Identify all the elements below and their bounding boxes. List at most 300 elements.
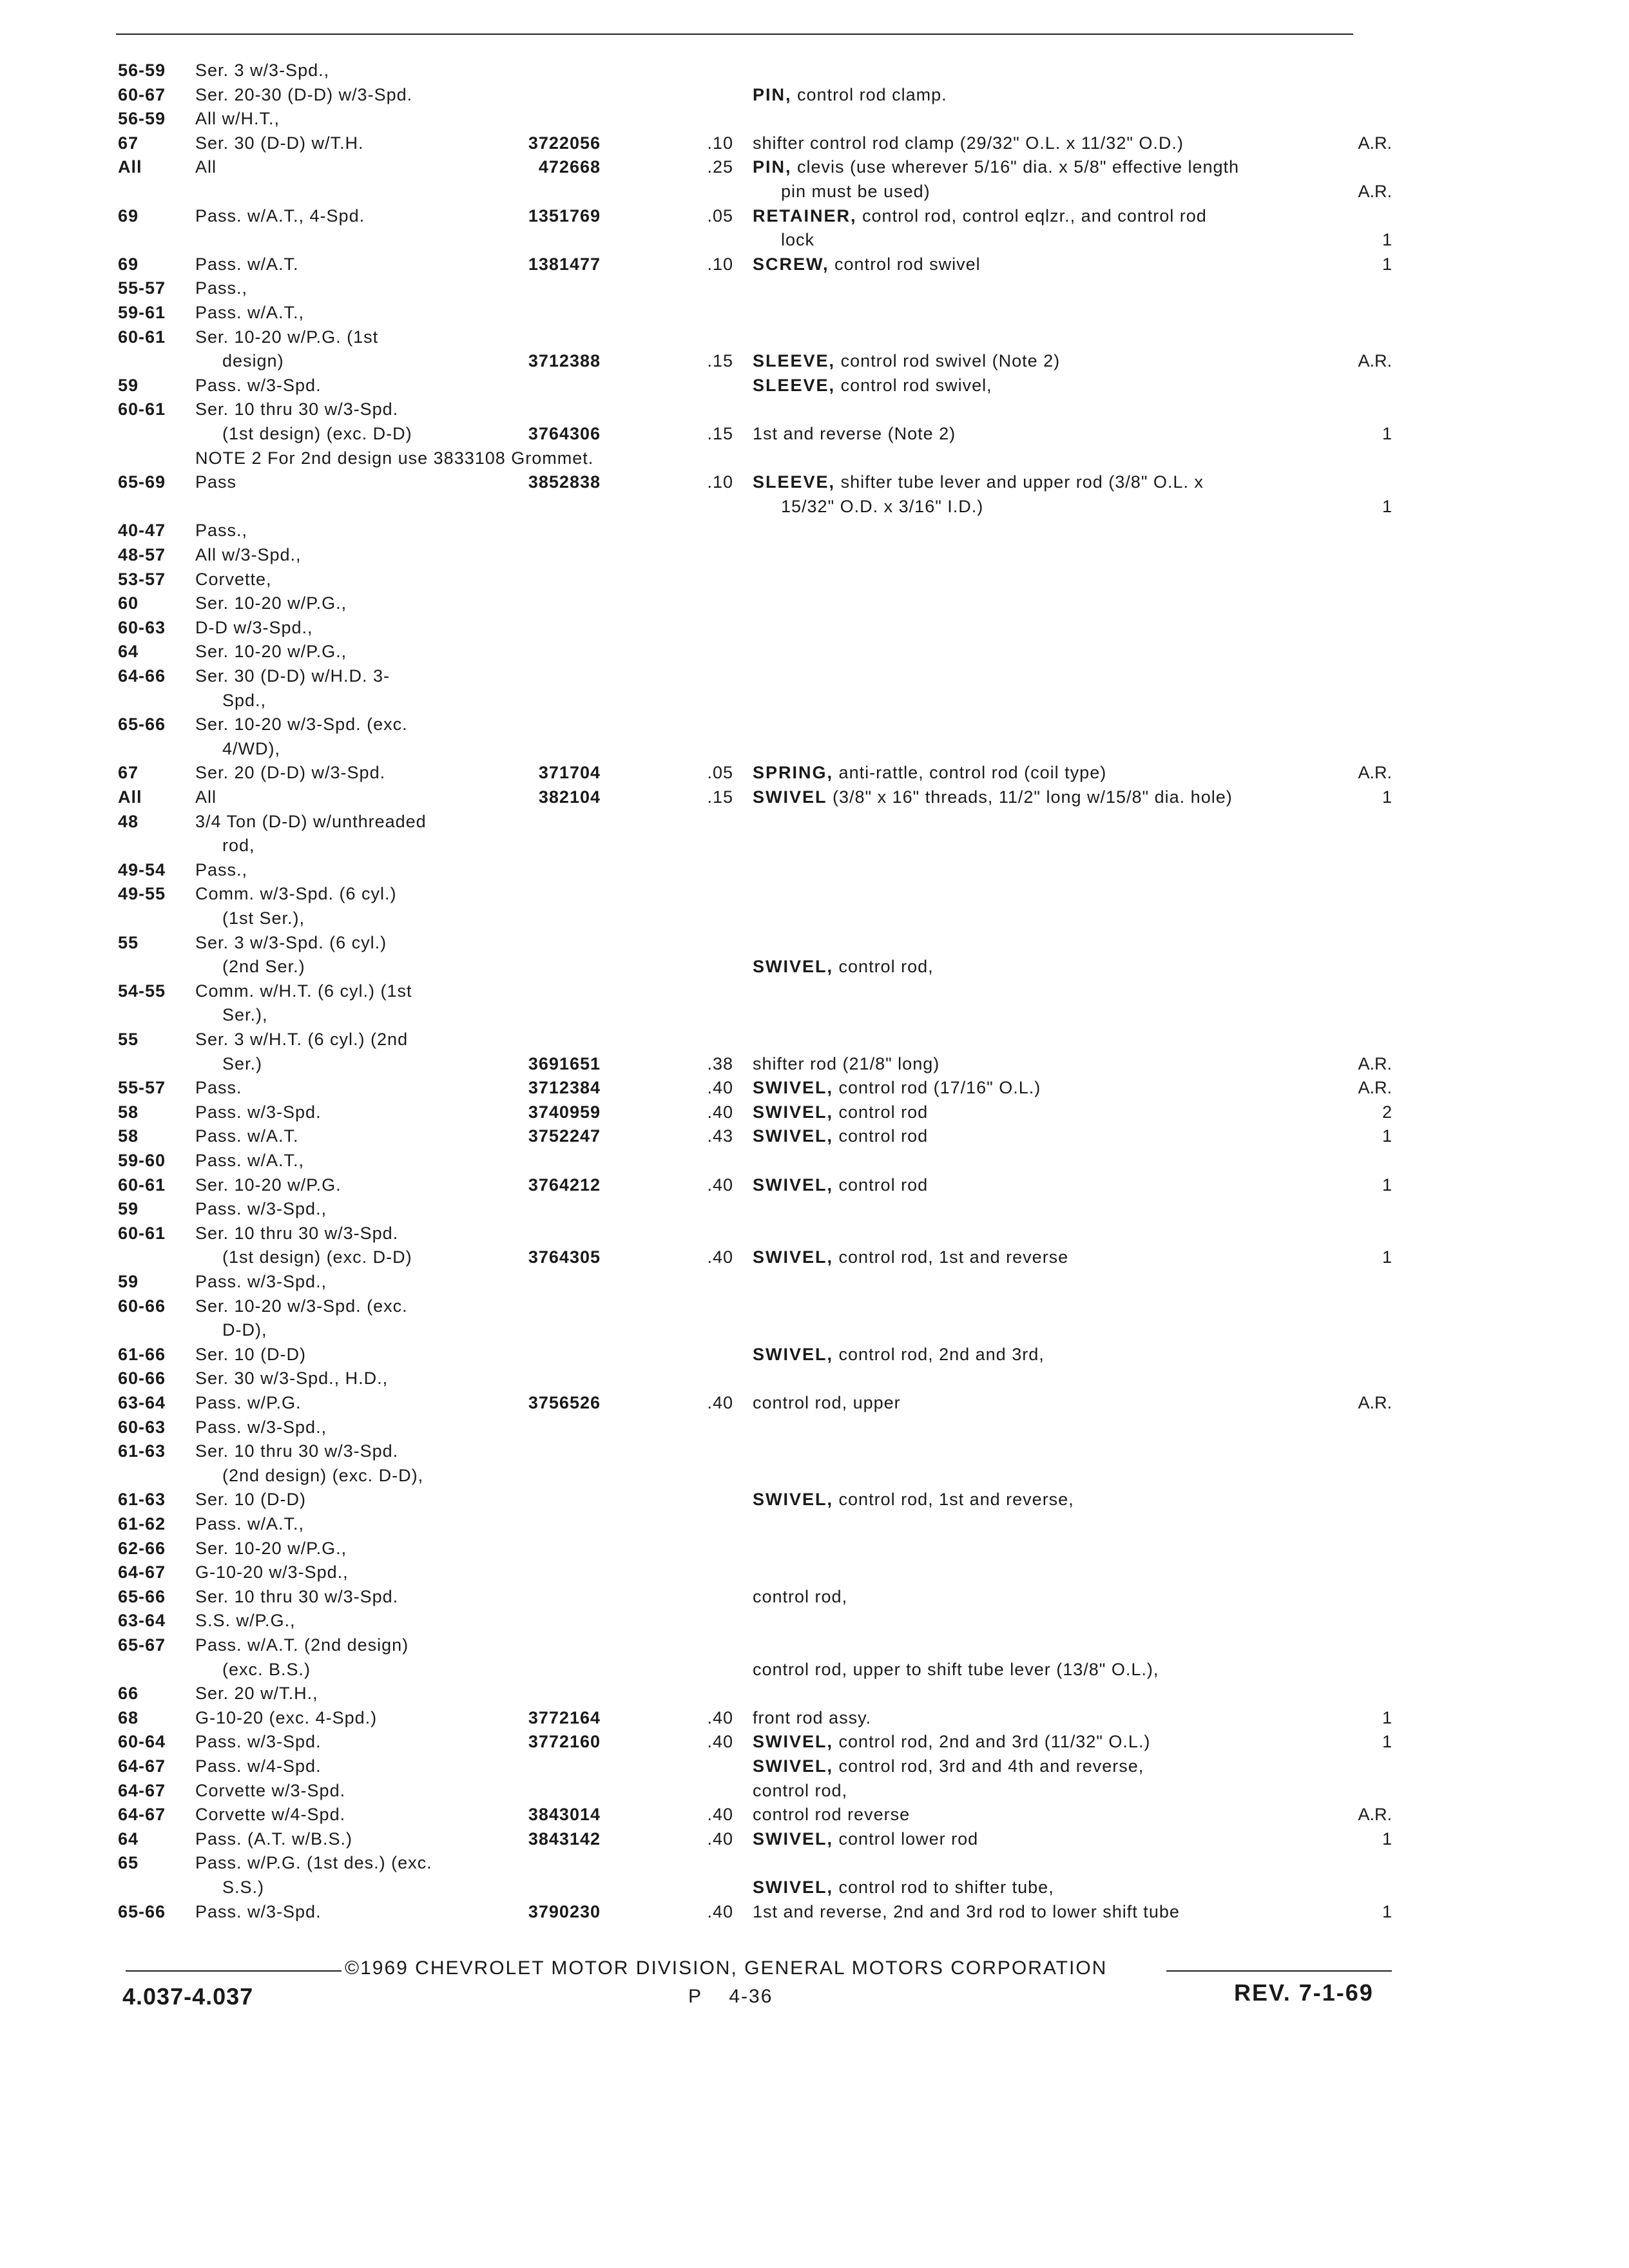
description — [781, 179, 930, 204]
application: Pass., — [195, 860, 248, 879]
description-text: lock — [781, 230, 815, 250]
part-name: SCREW, — [753, 254, 829, 274]
year-range: 64-67 — [118, 1805, 166, 1825]
application: Ser. 10 thru 30 w/3-Spd. — [195, 1586, 399, 1606]
description-text: control rod, — [753, 1586, 848, 1606]
table-row — [0, 736, 1629, 761]
application: Pass., — [195, 278, 248, 298]
group-number: 4.037-4.037 — [122, 1983, 254, 2010]
part-number: 3752247 — [528, 1126, 601, 1146]
price: .40 — [707, 1175, 733, 1195]
application: NOTE 2 For 2nd design use 3833108 Grommet. — [195, 448, 594, 468]
year-range: 66 — [118, 1684, 139, 1704]
application: (1st Ser.), — [222, 908, 305, 928]
application: G-10-20 (exc. 4-Spd.) — [195, 1707, 378, 1727]
description-text: control rod swivel (Note 2) — [840, 351, 1061, 371]
application: Ser. 30 w/3-Spd., H.D., — [195, 1369, 389, 1389]
year-range: All — [118, 157, 142, 177]
table-row — [0, 543, 1629, 567]
quantity: A.R. — [1358, 1393, 1392, 1412]
year-range: 65-66 — [118, 1586, 166, 1606]
quantity: 1 — [1382, 787, 1392, 807]
description — [753, 204, 1207, 228]
application: Ser. 30 (D-D) w/T.H. — [195, 133, 364, 153]
table-row — [0, 252, 1629, 276]
price: .40 — [707, 1805, 733, 1825]
table-row — [0, 1245, 1629, 1269]
year-range: 59 — [118, 375, 139, 395]
quantity: A.R. — [1358, 1078, 1392, 1098]
application: Ser. 20 w/T.H., — [195, 1684, 318, 1704]
application: Pass. w/3-Spd. — [195, 1901, 322, 1921]
revision-date: REV. 7-1-69 — [1234, 1979, 1374, 2006]
application: Pass. w/A.T., — [195, 303, 305, 322]
year-range: 64 — [118, 642, 139, 662]
table-row — [0, 1463, 1629, 1488]
part-name: SLEEVE, — [753, 472, 836, 492]
table-row — [0, 1124, 1629, 1148]
description — [753, 1875, 1054, 1899]
table-row — [0, 470, 1629, 494]
table-row — [0, 712, 1629, 736]
part-number: 382104 — [538, 787, 601, 807]
table-row — [0, 591, 1629, 615]
price: .40 — [707, 1901, 733, 1921]
year-range: 60-66 — [118, 1296, 166, 1316]
year-range: 54-55 — [118, 981, 166, 1001]
quantity: A.R. — [1358, 1053, 1392, 1073]
table-row — [0, 276, 1629, 300]
table-row — [0, 204, 1629, 228]
table-row — [0, 688, 1629, 713]
table-row — [0, 954, 1629, 979]
table-row — [0, 615, 1629, 640]
year-range: 59-61 — [118, 303, 166, 322]
table-row — [0, 1390, 1629, 1415]
application: Corvette w/3-Spd. — [195, 1780, 346, 1800]
year-range: 60-61 — [118, 1175, 166, 1195]
table-row — [0, 494, 1629, 519]
table-row — [0, 397, 1629, 421]
table-row — [0, 1052, 1629, 1076]
description — [753, 1075, 1041, 1100]
table-row — [0, 227, 1629, 252]
year-range: 55 — [118, 932, 139, 952]
part-name: SWIVEL, — [753, 1878, 834, 1897]
quantity: A.R. — [1358, 351, 1392, 371]
application: Ser. 3 w/3-Spd., — [195, 61, 330, 80]
year-range: 60 — [118, 593, 139, 613]
description-text: control rod — [838, 1175, 929, 1195]
description — [753, 1100, 928, 1124]
description-text: control rod, — [838, 957, 934, 977]
table-row — [0, 1439, 1629, 1463]
part-number: 3756526 — [528, 1393, 601, 1412]
copyright-notice: ©1969 CHEVROLET MOTOR DIVISION, GENERAL MOTORS CORPORATION — [345, 1957, 1108, 1979]
year-range: 64 — [118, 1829, 139, 1849]
table-row — [0, 858, 1629, 882]
description — [753, 1802, 910, 1827]
description-text: front rod assy. — [753, 1707, 872, 1727]
quantity: A.R. — [1358, 133, 1392, 153]
description — [753, 470, 1204, 494]
application: design) — [222, 351, 284, 371]
application: (2nd design) (exc. D-D), — [222, 1465, 424, 1485]
year-range: 61-66 — [118, 1344, 166, 1364]
application: Ser. 10 (D-D) — [195, 1344, 307, 1364]
year-range: 69 — [118, 254, 139, 274]
year-range: 65-69 — [118, 472, 166, 492]
table-row — [0, 1221, 1629, 1245]
table-row — [0, 664, 1629, 688]
description-text: shifter rod (21/8" long) — [753, 1053, 940, 1073]
application: Ser. 10 thru 30 w/3-Spd. — [195, 1441, 399, 1461]
description-text: control rod, control eqlzr., and control rod — [862, 206, 1207, 226]
year-range: 49-55 — [118, 884, 166, 904]
year-range: 63-64 — [118, 1393, 166, 1412]
part-name: SWIVEL, — [753, 1126, 834, 1146]
year-range: 64-67 — [118, 1780, 166, 1800]
part-name: SWIVEL, — [753, 957, 834, 977]
application: (1st design) (exc. D-D) — [222, 1247, 412, 1267]
table-row — [0, 58, 1629, 82]
description — [753, 1342, 1045, 1367]
footer-rule-left — [126, 1970, 342, 1972]
part-name: SWIVEL, — [753, 1829, 834, 1849]
table-row — [0, 1584, 1629, 1609]
table-row — [0, 179, 1629, 204]
description-text: control rod, 2nd and 3rd (11/32" O.L.) — [838, 1732, 1151, 1752]
application: D-D w/3-Spd., — [195, 617, 313, 637]
part-name: SLEEVE, — [753, 375, 836, 395]
table-row — [0, 1342, 1629, 1367]
application: Ser. 10 thru 30 w/3-Spd. — [195, 1223, 399, 1243]
application: Ser. 10-20 w/P.G., — [195, 593, 347, 613]
year-range: 53-57 — [118, 569, 166, 589]
table-row — [0, 639, 1629, 664]
table-row — [0, 1003, 1629, 1027]
description-text: control rod, 1st and reverse, — [838, 1490, 1074, 1510]
description — [753, 785, 1233, 809]
description-text: control rod, upper to shift tube lever (13/8" O.L.), — [753, 1659, 1159, 1679]
year-range: 60-64 — [118, 1732, 166, 1752]
application: Pass. w/A.T. (2nd design) — [195, 1635, 409, 1655]
part-number: 1381477 — [528, 254, 601, 274]
page-number — [688, 1986, 773, 2008]
description — [753, 373, 992, 398]
part-number: 3772160 — [528, 1732, 601, 1752]
table-row — [0, 1148, 1629, 1173]
part-number: 3712384 — [528, 1078, 601, 1098]
year-range: 61-63 — [118, 1490, 166, 1510]
part-number: 3740959 — [528, 1102, 601, 1122]
application: (1st design) (exc. D-D) — [222, 424, 412, 443]
table-row — [0, 1802, 1629, 1827]
year-range: 55-57 — [118, 1078, 166, 1098]
description — [753, 1124, 928, 1148]
part-number: 3691651 — [528, 1053, 601, 1073]
year-range: 60-66 — [118, 1369, 166, 1389]
table-row — [0, 1294, 1629, 1318]
table-row — [0, 809, 1629, 834]
table-row — [0, 906, 1629, 930]
description-text: control rod clamp. — [797, 84, 947, 104]
table-row — [0, 930, 1629, 955]
application: Pass — [195, 472, 237, 492]
part-number: 3790230 — [528, 1901, 601, 1921]
description — [753, 82, 947, 107]
description-text: shifter control rod clamp (29/32" O.L. x 11/32" O.D.) — [753, 133, 1184, 153]
application: All w/H.T., — [195, 109, 280, 129]
table-row — [0, 1827, 1629, 1851]
application: Ser. 10 thru 30 w/3-Spd. — [195, 399, 399, 419]
quantity: 1 — [1382, 424, 1392, 443]
description — [753, 1584, 847, 1609]
description-text: 1st and reverse, 2nd and 3rd rod to lower shift tube — [753, 1901, 1180, 1921]
application: Ser. 10-20 w/3-Spd. (exc. — [195, 715, 408, 735]
application: Pass. (A.T. w/B.S.) — [195, 1829, 353, 1849]
table-row — [0, 1778, 1629, 1803]
table-row — [0, 1681, 1629, 1706]
description-text: control rod — [838, 1102, 929, 1122]
price: .40 — [707, 1732, 733, 1752]
price: .15 — [707, 424, 733, 443]
table-row — [0, 1027, 1629, 1052]
application: S.S. w/P.G., — [195, 1611, 296, 1631]
price: .25 — [707, 157, 733, 177]
quantity: 1 — [1382, 1901, 1392, 1921]
application: Spd., — [222, 690, 267, 710]
application: Ser. 10 (D-D) — [195, 1490, 307, 1510]
year-range: 60-67 — [118, 84, 166, 104]
application: Pass. — [195, 1078, 242, 1098]
description-text: control rod, 1st and reverse — [838, 1247, 1069, 1267]
part-name: SWIVEL, — [753, 1102, 834, 1122]
application: Corvette, — [195, 569, 272, 589]
quantity: 1 — [1382, 1829, 1392, 1849]
price: .10 — [707, 254, 733, 274]
table-row — [0, 785, 1629, 809]
table-row — [0, 881, 1629, 906]
application: Corvette w/4-Spd. — [195, 1805, 346, 1825]
application: Pass., — [195, 521, 248, 541]
description — [753, 1052, 940, 1076]
table-row — [0, 1729, 1629, 1754]
application: Pass. w/4-Spd. — [195, 1756, 322, 1776]
description — [753, 1487, 1074, 1512]
application: Ser. 3 w/H.T. (6 cyl.) (2nd — [195, 1030, 409, 1049]
part-number: 3764306 — [528, 424, 601, 443]
application: Ser.), — [222, 1005, 268, 1025]
part-name: SLEEVE, — [753, 351, 836, 371]
year-range: 65-66 — [118, 1901, 166, 1921]
price: .15 — [707, 351, 733, 371]
price: .15 — [707, 787, 733, 807]
year-range: 55-57 — [118, 278, 166, 298]
part-name: SPRING, — [753, 763, 834, 783]
table-row — [0, 446, 1629, 470]
application: Ser. 10-20 w/P.G. (1st — [195, 327, 379, 347]
table-row — [0, 1487, 1629, 1512]
part-number: 3843014 — [528, 1805, 601, 1825]
price: .05 — [707, 206, 733, 226]
description — [753, 1778, 847, 1803]
year-range: All — [118, 787, 142, 807]
description-text: 1st and reverse (Note 2) — [753, 424, 956, 443]
quantity: A.R. — [1358, 1805, 1392, 1825]
application: Ser. 10-20 w/3-Spd. (exc. — [195, 1296, 408, 1316]
description — [753, 131, 1184, 155]
application: Ser. 10-20 w/P.G., — [195, 1538, 347, 1558]
price: .40 — [707, 1707, 733, 1727]
year-range: 40-47 — [118, 521, 166, 541]
year-range: 64-67 — [118, 1562, 166, 1582]
description — [753, 349, 1060, 373]
application: Pass. w/P.G. — [195, 1393, 302, 1412]
price: .40 — [707, 1102, 733, 1122]
description-text: control rod, upper — [753, 1393, 901, 1412]
footer-rule-right — [1166, 1970, 1392, 1972]
table-row — [0, 1608, 1629, 1633]
quantity: 1 — [1382, 230, 1392, 250]
table-row — [0, 1536, 1629, 1561]
table-row — [0, 421, 1629, 446]
application: Pass. w/A.T. — [195, 1126, 299, 1146]
description — [753, 1390, 901, 1415]
application: Pass. w/3-Spd. — [195, 375, 322, 395]
description — [753, 421, 956, 446]
description-text: pin must be used) — [781, 182, 930, 201]
year-range: 61-62 — [118, 1514, 166, 1533]
year-range: 58 — [118, 1102, 139, 1122]
table-row — [0, 1173, 1629, 1197]
year-range: 60-63 — [118, 1417, 166, 1437]
year-range: 59 — [118, 1199, 139, 1219]
description-text: control rod swivel, — [840, 375, 992, 395]
description — [753, 155, 1239, 179]
price: .40 — [707, 1078, 733, 1098]
application: Comm. w/H.T. (6 cyl.) (1st — [195, 981, 412, 1001]
table-row — [0, 1269, 1629, 1294]
quantity: 1 — [1382, 1247, 1392, 1267]
year-range: 58 — [118, 1126, 139, 1146]
application: Comm. w/3-Spd. (6 cyl.) — [195, 884, 397, 904]
quantity: 1 — [1382, 1732, 1392, 1752]
price: .10 — [707, 472, 733, 492]
description-text: control rod, 2nd and 3rd, — [838, 1344, 1045, 1364]
page-value: 4-36 — [729, 1986, 773, 2007]
description — [753, 1173, 928, 1197]
quantity: 1 — [1382, 1175, 1392, 1195]
part-name: RETAINER, — [753, 206, 857, 226]
part-name: SWIVEL, — [753, 1344, 834, 1364]
table-row — [0, 1850, 1629, 1875]
application: 3/4 Ton (D-D) w/unthreaded — [195, 811, 427, 831]
price: .43 — [707, 1126, 733, 1146]
application: Ser. 10-20 w/P.G., — [195, 642, 347, 662]
table-row — [0, 1366, 1629, 1390]
part-number: 3712388 — [528, 351, 601, 371]
part-number: 3772164 — [528, 1707, 601, 1727]
part-number: 371704 — [538, 763, 601, 783]
table-row — [0, 1633, 1629, 1657]
table-row — [0, 1196, 1629, 1221]
description-text: control lower rod — [838, 1829, 979, 1849]
table-row — [0, 325, 1629, 349]
application: All w/3-Spd., — [195, 545, 302, 564]
description — [753, 1754, 1144, 1778]
year-range: 55 — [118, 1030, 139, 1049]
year-range: 67 — [118, 763, 139, 783]
application: Pass. w/3-Spd. — [195, 1732, 322, 1752]
application: Ser. 30 (D-D) w/H.D. 3- — [195, 666, 390, 686]
year-range: 61-63 — [118, 1441, 166, 1461]
year-range: 59 — [118, 1272, 139, 1291]
part-name: SWIVEL — [753, 787, 827, 807]
year-range: 60-61 — [118, 1223, 166, 1243]
year-range: 60-63 — [118, 617, 166, 637]
table-row — [0, 1899, 1629, 1924]
application: Pass. w/3-Spd. — [195, 1102, 322, 1122]
table-row — [0, 760, 1629, 785]
application: Pass. w/3-Spd., — [195, 1272, 327, 1291]
application: Ser. 20-30 (D-D) w/3-Spd. — [195, 84, 413, 104]
table-row — [0, 1706, 1629, 1730]
description-text: 15/32" O.D. x 3/16" I.D.) — [781, 496, 984, 516]
year-range: 63-64 — [118, 1611, 166, 1631]
application: G-10-20 w/3-Spd., — [195, 1562, 349, 1582]
description — [753, 760, 1106, 785]
description-text: control rod (17/16" O.L.) — [838, 1078, 1041, 1098]
description — [781, 494, 983, 519]
table-row — [0, 106, 1629, 131]
application: All — [195, 157, 217, 177]
part-number: 3852838 — [528, 472, 601, 492]
table-row — [0, 82, 1629, 107]
application: Pass. w/3-Spd., — [195, 1417, 327, 1437]
application: D-D), — [222, 1320, 267, 1340]
application: Pass. w/A.T., 4-Spd. — [195, 206, 365, 226]
year-range: 60-61 — [118, 399, 166, 419]
table-row — [0, 567, 1629, 591]
page-label: P — [688, 1986, 703, 2007]
application: All — [195, 787, 217, 807]
part-name: SWIVEL, — [753, 1247, 834, 1267]
application: (2nd Ser.) — [222, 957, 305, 977]
application: Ser.) — [222, 1053, 263, 1073]
year-range: 59-60 — [118, 1151, 166, 1170]
application: S.S.) — [222, 1878, 265, 1897]
table-row — [0, 1075, 1629, 1100]
quantity: 2 — [1382, 1102, 1392, 1122]
part-number: 3764305 — [528, 1247, 601, 1267]
year-range: 69 — [118, 206, 139, 226]
table-row — [0, 1657, 1629, 1682]
description — [753, 954, 934, 979]
table-row — [0, 373, 1629, 398]
description-text: control rod, 3rd and 4th and reverse, — [838, 1756, 1144, 1776]
part-name: SWIVEL, — [753, 1078, 834, 1098]
table-row — [0, 1318, 1629, 1342]
application: Pass. w/P.G. (1st des.) (exc. — [195, 1853, 432, 1873]
application: Ser. 3 w/3-Spd. (6 cyl.) — [195, 932, 387, 952]
application: rod, — [222, 836, 255, 856]
description — [753, 1706, 871, 1730]
year-range: 49-54 — [118, 860, 166, 879]
application: Pass. w/3-Spd., — [195, 1199, 327, 1219]
year-range: 48-57 — [118, 545, 166, 564]
price: .40 — [707, 1829, 733, 1849]
